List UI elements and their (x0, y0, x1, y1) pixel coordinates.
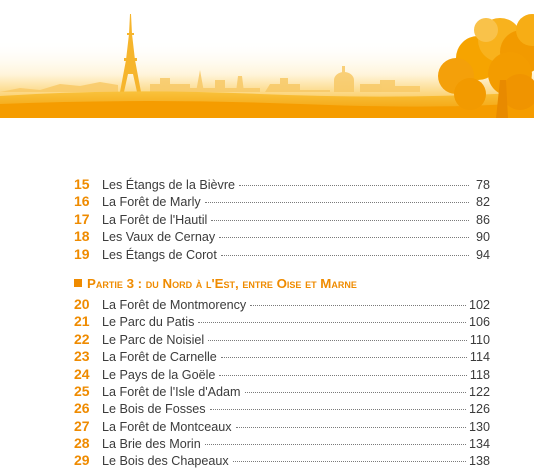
toc-entry-page: 110 (469, 332, 490, 347)
toc-entry-page: 102 (468, 297, 490, 312)
toc-entry-title: La Brie des Morin (102, 437, 201, 452)
toc-entry-number: 28 (74, 435, 90, 452)
toc-entry[interactable] (74, 383, 490, 400)
toc-entry-title: Les Étangs de Corot (102, 247, 217, 262)
toc-entry-number: 21 (74, 313, 90, 330)
toc-entry-title: Le Bois des Chapeaux (102, 454, 229, 469)
square-bullet-icon (74, 279, 82, 287)
dot-leader (219, 375, 467, 376)
toc-entry[interactable] (74, 176, 490, 193)
table-of-contents (74, 176, 490, 470)
toc-entry-page: 82 (475, 195, 490, 210)
toc-entry-page: 78 (475, 178, 490, 192)
dot-leader (198, 322, 466, 323)
toc-entry[interactable] (74, 313, 490, 330)
toc-entry-title: Le Bois de Fosses (102, 402, 206, 417)
toc-entry-number: 22 (74, 330, 90, 347)
toc-entry-page: 86 (475, 212, 490, 227)
toc-entry[interactable] (74, 348, 490, 365)
toc-entry-title: La Forêt de Marly (102, 195, 201, 210)
toc-entry-page: 138 (468, 454, 490, 469)
toc-entry[interactable] (74, 228, 490, 245)
toc-entry-number: 16 (74, 193, 90, 210)
toc-entry-number: 19 (74, 245, 90, 262)
toc-entry-page: 134 (468, 437, 490, 452)
part-heading (74, 276, 490, 294)
toc-entry-title: Le Pays de la Goële (102, 367, 216, 382)
toc-entry-number: 26 (74, 400, 90, 417)
toc-entry[interactable] (74, 193, 490, 210)
toc-entry[interactable] (74, 296, 490, 313)
toc-entry-number: 17 (74, 210, 90, 227)
toc-entry[interactable] (74, 211, 490, 228)
dot-leader (219, 237, 469, 238)
toc-entry[interactable] (74, 452, 490, 469)
toc-entry-page: 126 (468, 402, 490, 417)
dot-leader (205, 444, 466, 445)
toc-entry-number: 29 (74, 452, 90, 469)
toc-entry-number: 25 (74, 382, 90, 399)
dot-leader (236, 427, 466, 428)
dot-leader (239, 185, 469, 186)
toc-entry-number: 18 (74, 228, 90, 245)
toc-entry[interactable] (74, 366, 490, 383)
toc-entry-number: 15 (74, 176, 90, 192)
toc-entry-title: Les Vaux de Cernay (102, 230, 216, 245)
toc-entry-page: 90 (475, 230, 490, 245)
toc-entry-title: La Forêt de l'Isle d'Adam (102, 384, 241, 399)
toc-entry-page: 118 (469, 367, 490, 382)
toc-entry-number: 23 (74, 348, 90, 365)
toc-entry-title: Le Parc du Patis (102, 315, 195, 330)
toc-entry-title: Les Étangs de la Bièvre (102, 178, 236, 192)
toc-entry[interactable] (74, 400, 490, 417)
paris-skyline-banner (0, 0, 534, 118)
dot-leader (221, 357, 467, 358)
toc-entry-page: 122 (468, 384, 490, 399)
toc-entry-number: 20 (74, 295, 90, 312)
toc-entry[interactable] (74, 331, 490, 348)
dot-leader (250, 305, 466, 306)
dot-leader (210, 409, 466, 410)
toc-entry-title: La Forêt de Montmorency (102, 297, 247, 312)
dot-leader (245, 392, 466, 393)
toc-entry-title: La Forêt de l'Hautil (102, 212, 208, 227)
toc-entry[interactable] (74, 246, 490, 263)
toc-entry-title: Le Parc de Noisiel (102, 332, 205, 347)
toc-entry[interactable] (74, 435, 490, 452)
toc-entry[interactable] (74, 418, 490, 435)
toc-entry-title: La Forêt de Montceaux (102, 419, 232, 434)
toc-entry-number: 24 (74, 365, 90, 382)
dot-leader (221, 255, 469, 256)
header-banner (0, 0, 534, 118)
part-heading-text: Partie 3 : du Nord à l'Est, entre Oise et Marne (87, 275, 357, 291)
dot-leader (208, 340, 467, 341)
toc-entry-page: 94 (475, 247, 490, 262)
toc-entry-page: 130 (468, 419, 490, 434)
toc-entry-number: 27 (74, 417, 90, 434)
toc-entry-title: La Forêt de Carnelle (102, 350, 217, 365)
toc-entry-page: 106 (468, 315, 490, 330)
dot-leader (205, 202, 469, 203)
toc-entry-page: 114 (469, 350, 490, 365)
dot-leader (211, 220, 469, 221)
